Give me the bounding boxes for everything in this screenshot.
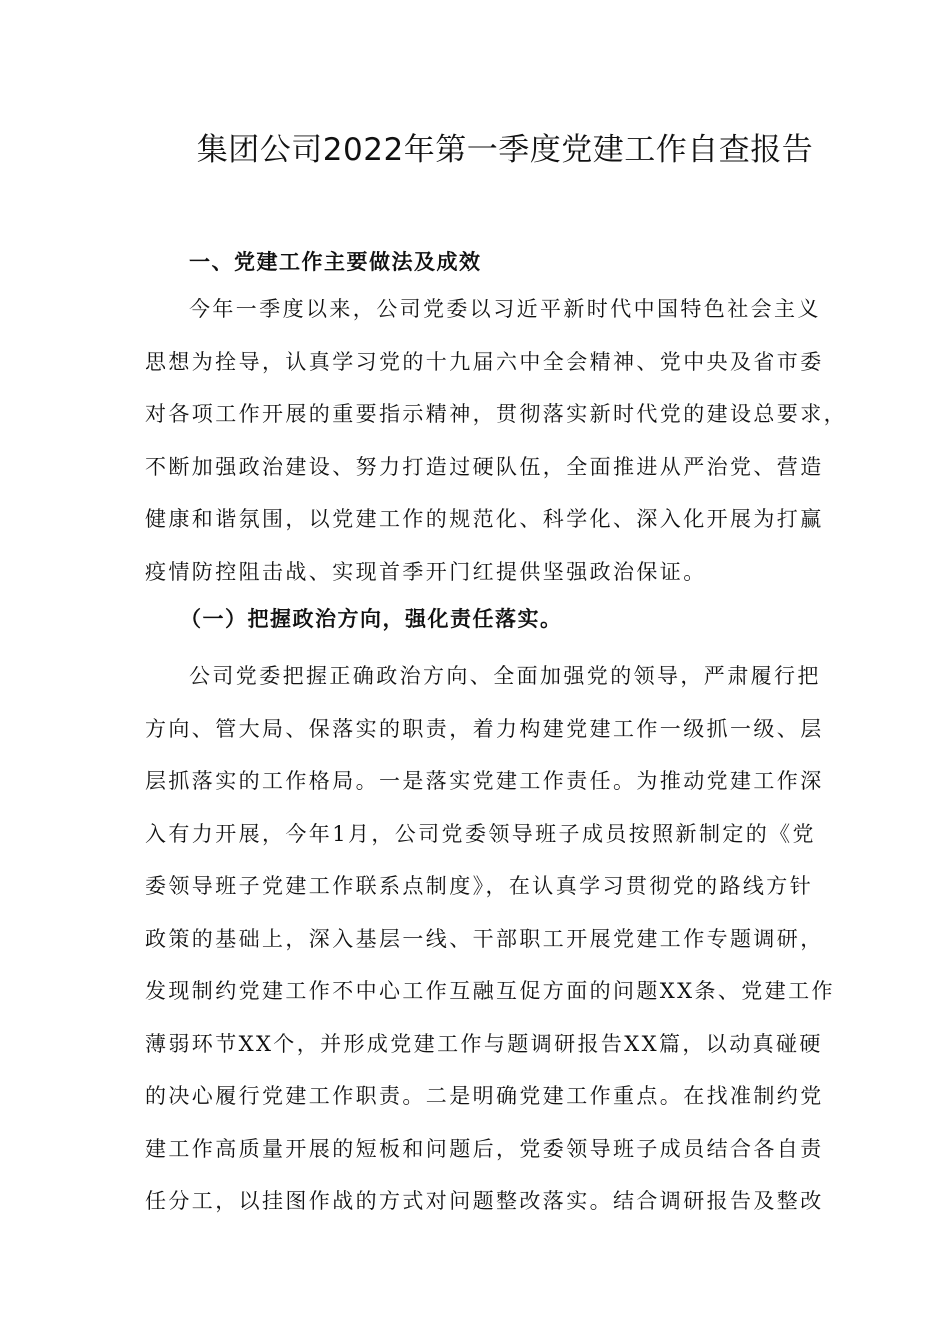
paragraph-line: 疫情防控阻击战、实现首季开门红提供坚强政治保证。 — [145, 559, 707, 584]
paragraph-line: 发现制约党建工作不中心工作互融互促方面的问题XX条、党建工作 — [145, 979, 835, 1003]
paragraph-line: 层抓落实的工作格局。一是落实党建工作责任。为推动党建工作深 — [145, 769, 824, 793]
paragraph-line: 建工作高质量开展的短板和问题后，党委领导班子成员结合各自责 — [145, 1136, 824, 1161]
paragraph-line: 薄弱环节XX个，并形成党建工作与题调研报告XX篇，以动真碰硬 — [145, 1031, 823, 1056]
paragraph-1 — [145, 293, 847, 608]
paragraph-line: 健康和谐氛围，以党建工作的规范化、科学化、深入化开展为打赢 — [145, 507, 824, 531]
document-title: 集团公司2022年第一季度党建工作自查报告 — [196, 132, 814, 168]
paragraph-line: 方向、管大局、保落实的职责，着力构建党建工作一级抓一级、层 — [145, 716, 824, 741]
paragraph-line: 思想为拴导，认真学习党的十九届六中全会精神、党中央及省市委 — [145, 349, 824, 374]
paragraph-line: 今年一季度以来，公司党委以习近平新时代中国特色社会主义 — [189, 297, 821, 321]
paragraph-line: 对各项工作开展的重要指示精神，贯彻落实新时代党的建设总要求， — [145, 402, 847, 426]
paragraph-line: 委领导班子党建工作联系点制度》，在认真学习贯彻党的路线方针 — [145, 874, 814, 898]
subsection-heading: （一）把握政治方向，强化责任落实。 — [180, 606, 563, 631]
paragraph-2 — [145, 660, 835, 1238]
section-heading: 一、党建工作主要做法及成效 — [189, 249, 482, 274]
paragraph-line: 公司党委把握正确政治方向、全面加强党的领导，严肃履行把 — [189, 664, 821, 688]
paragraph-line: 不断加强政治建设、努力打造过硬队伍，全面推进从严治党、营造 — [145, 454, 824, 479]
paragraph-line: 入有力开展，今年1月，公司党委领导班子成员按照新制定的《党 — [145, 821, 816, 846]
paragraph-line: 任分工，以挂图作战的方式对问题整改落实。结合调研报告及整改 — [145, 1189, 824, 1213]
paragraph-line: 的决心履行党建工作职责。二是明确党建工作重点。在找准制约党 — [145, 1084, 824, 1108]
paragraph-line: 政策的基础上，深入基层一线、干部职工开展党建工作专题调研， — [145, 926, 824, 951]
